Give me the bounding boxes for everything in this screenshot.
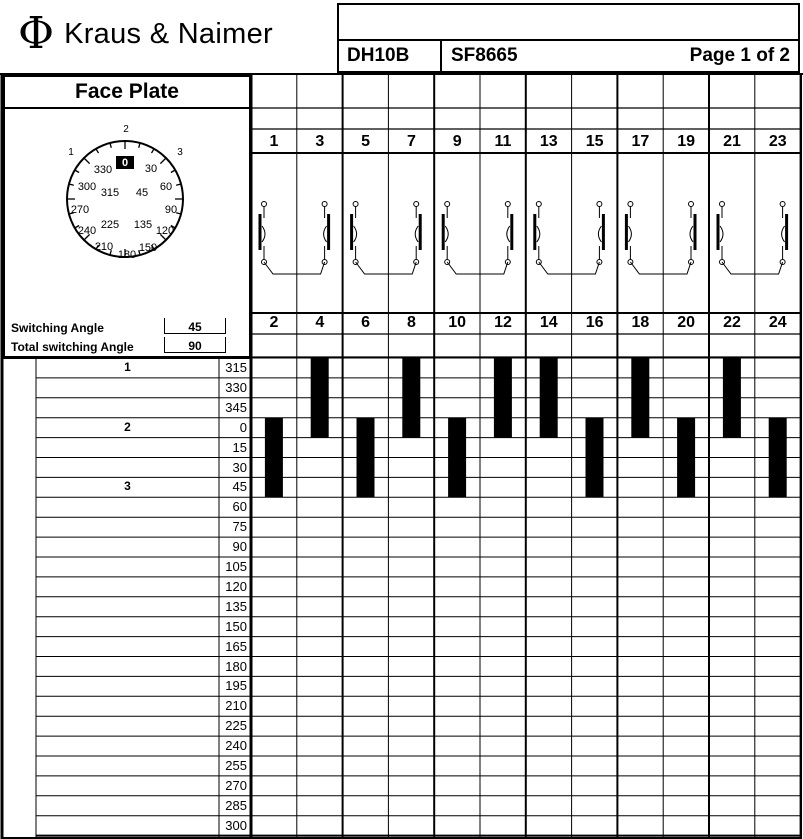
contact-symbol	[535, 202, 542, 265]
contact-closed-bar-21-22	[723, 358, 741, 438]
terminal-15: 15	[585, 133, 604, 150]
terminal-22: 22	[723, 314, 741, 331]
angle-0: 0	[239, 419, 247, 435]
contact-closed-bar-9-10	[448, 418, 466, 498]
contact-closed-bar-3-4	[311, 358, 329, 438]
angle-135: 135	[225, 598, 247, 614]
angle-240: 240	[225, 738, 247, 754]
terminal-4: 4	[315, 314, 325, 331]
angle-180: 180	[225, 658, 247, 674]
dial-angle-90: 90	[164, 204, 178, 216]
contact-symbol	[322, 202, 329, 265]
dial-angle-240: 240	[77, 225, 97, 237]
terminal-1: 1	[269, 133, 279, 150]
contact-symbol	[505, 202, 512, 265]
angle-120: 120	[225, 578, 247, 594]
dial-angle-135: 135	[133, 219, 153, 231]
dial-angle-210: 210	[94, 241, 114, 253]
contact-closed-bar-7-8	[402, 358, 420, 438]
contact-closed-bar-11-12	[494, 358, 512, 438]
dial-angle-60: 60	[159, 181, 173, 193]
position-label-1: 1	[124, 360, 131, 374]
contact-symbol	[718, 202, 725, 265]
contact-symbol	[260, 202, 267, 265]
contact-symbol	[352, 202, 359, 265]
contact-closed-bar-23-24	[769, 418, 787, 498]
angle-345: 345	[225, 399, 247, 415]
dial-angle-150: 150	[138, 242, 158, 254]
dial-angle-270: 270	[70, 204, 90, 216]
contact-symbol	[780, 202, 787, 265]
switching-angle-value: 45	[164, 318, 226, 334]
dial-angle-330: 330	[93, 164, 113, 176]
brand-name: Kraus & Naimer	[64, 17, 273, 50]
angle-300: 300	[225, 817, 247, 833]
phi-logo-icon: Φ	[18, 8, 55, 59]
terminal-17: 17	[631, 133, 650, 150]
angle-90: 90	[232, 539, 247, 555]
terminal-7: 7	[406, 133, 416, 150]
dial-angle-315: 315	[100, 187, 120, 199]
contact-closed-bar-13-14	[540, 358, 558, 438]
angle-195: 195	[225, 678, 247, 694]
angle-60: 60	[232, 499, 247, 515]
contact-closed-bar-19-20	[677, 418, 695, 498]
angle-75: 75	[232, 519, 247, 535]
terminal-13: 13	[539, 133, 558, 150]
terminal-10: 10	[448, 314, 467, 331]
page-indicator: Page 1 of 2	[689, 45, 790, 66]
contact-symbol	[626, 202, 633, 265]
terminal-3: 3	[315, 133, 325, 150]
total-switching-angle-label: Total switching Angle	[11, 340, 134, 354]
angle-315: 315	[225, 360, 247, 375]
contact-closed-bar-17-18	[631, 358, 649, 438]
terminal-2: 2	[269, 314, 279, 331]
terminal-11: 11	[494, 133, 512, 150]
terminal-6: 6	[361, 314, 371, 331]
terminal-23: 23	[768, 133, 787, 150]
face-plate-title: Face Plate	[3, 75, 251, 109]
dial-position-2: 2	[123, 124, 129, 135]
terminal-9: 9	[452, 133, 462, 150]
dial-angle-120: 120	[155, 225, 175, 237]
dial-angle-225: 225	[100, 219, 120, 231]
angle-255: 255	[225, 758, 247, 773]
model-number: DH10B	[347, 45, 410, 66]
dial-position-3: 3	[177, 147, 183, 158]
contact-closed-bar-1-2	[265, 418, 283, 498]
total-switching-angle-value: 90	[164, 337, 226, 353]
angle-105: 105	[225, 559, 247, 574]
angle-30: 30	[232, 459, 247, 475]
dial-angle-30: 30	[144, 163, 158, 175]
contact-symbol	[689, 202, 696, 265]
position-label-2: 2	[124, 419, 131, 434]
position-label-3: 3	[124, 479, 131, 494]
angle-15: 15	[232, 439, 247, 455]
dial-angle-0: 0	[121, 157, 129, 169]
angle-45: 45	[232, 479, 247, 495]
contact-closed-bar-15-16	[586, 418, 604, 498]
angle-165: 165	[225, 638, 247, 654]
angle-330: 330	[225, 379, 247, 395]
terminal-18: 18	[631, 314, 650, 331]
switching-angle-label: Switching Angle	[11, 321, 104, 335]
terminal-12: 12	[494, 314, 512, 331]
terminal-19: 19	[677, 133, 696, 150]
terminal-20: 20	[677, 314, 696, 331]
angle-150: 150	[225, 618, 247, 634]
angle-225: 225	[225, 718, 247, 734]
terminal-8: 8	[406, 314, 416, 331]
part-number: SF8665	[451, 45, 518, 66]
angle-285: 285	[225, 797, 247, 813]
angle-270: 270	[225, 777, 247, 793]
angle-210: 210	[225, 698, 247, 714]
dial-angle-45: 45	[135, 187, 149, 199]
terminal-21: 21	[723, 133, 741, 150]
terminal-5: 5	[361, 133, 371, 150]
contact-symbol	[443, 202, 450, 265]
terminal-14: 14	[539, 314, 558, 331]
dial-angle-180: 180	[117, 249, 137, 261]
contact-symbol	[414, 202, 421, 265]
contact-closed-bar-5-6	[357, 418, 375, 498]
dial-position-1: 1	[68, 147, 74, 158]
terminal-24: 24	[768, 314, 787, 331]
terminal-16: 16	[585, 314, 604, 331]
dial-angle-300: 300	[77, 181, 97, 193]
contact-symbol	[597, 202, 604, 265]
